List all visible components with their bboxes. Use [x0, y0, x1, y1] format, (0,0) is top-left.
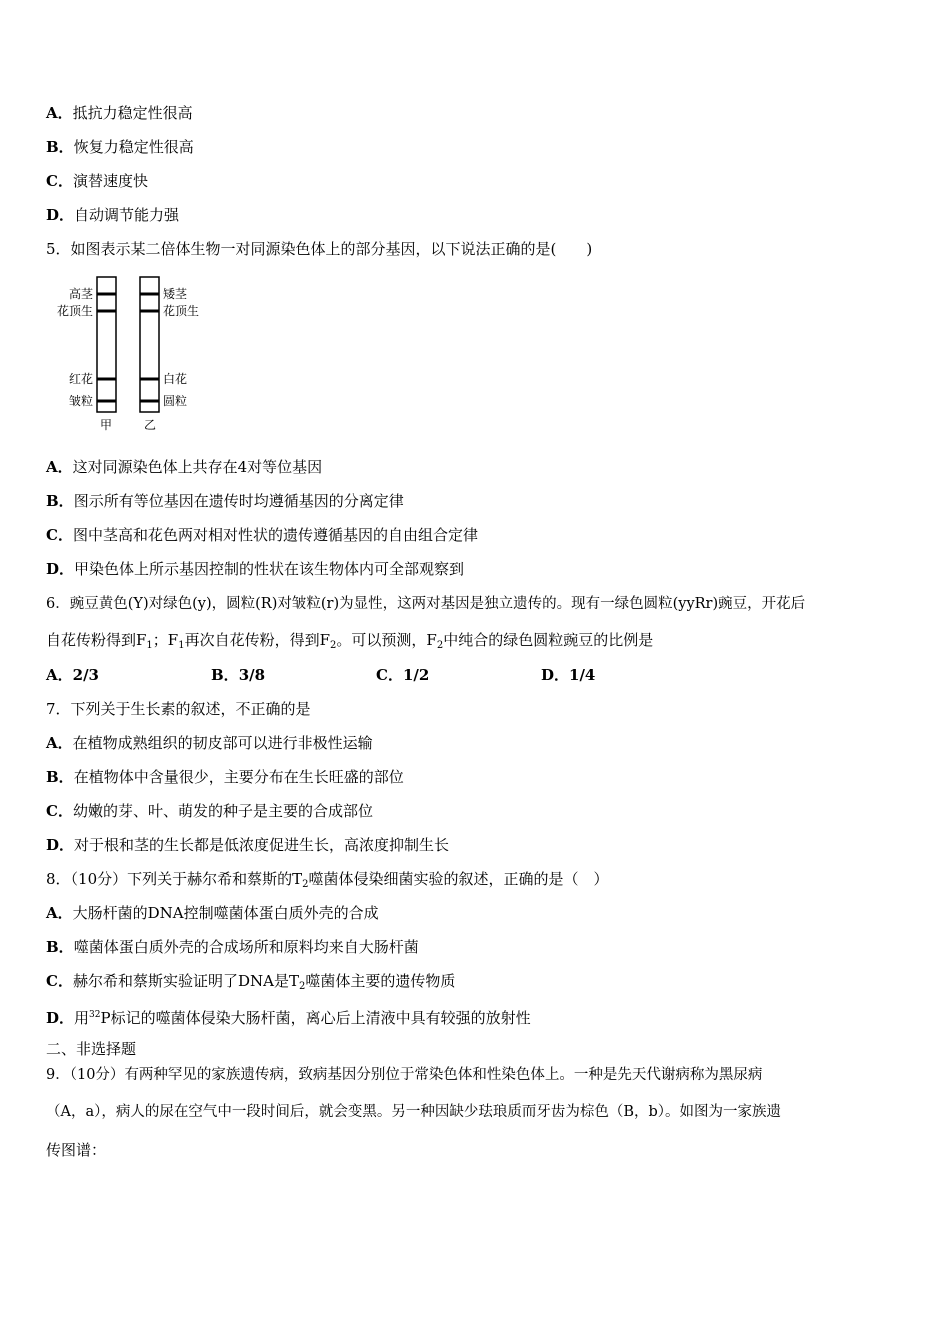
q8-stem: 8．（10分）下列关于赫尔希和蔡斯的$T_2$噬菌体侵染细菌实验的叙述，正确的是（ ） [46, 870, 609, 890]
q7-option-a: A．在植物成熟组织的韧皮部可以进行非极性运输 [46, 734, 373, 752]
q6-stem-line1: 6．豌豆黄色(Y)对绿色(y)，圆粒(R)对皱粒(r)为显性，这两对基因是独立遗传的。现有一绿色圆粒(yyRr)豌豆，开花后 [46, 596, 806, 612]
gene-label-right: 矮茎 [163, 287, 188, 301]
chromosome-figure [50, 273, 220, 438]
q5-option-d: D．甲染色体上所示基因控制的性状在该生物体内可全部观察到 [46, 560, 465, 578]
q4-option-a: A．抵抗力稳定性很高 [46, 104, 193, 122]
q9-stem-line1: 9．（10分）有两种罕见的家族遗传病，致病基因分别位于常染色体和性染色体上。一种是先天代谢病称为黑尿病 [46, 1067, 763, 1083]
q4-option-d: D．自动调节能力强 [46, 206, 180, 224]
q6-option-a: A．2/3 [46, 666, 99, 684]
chromosome-name-yi: 乙 [143, 418, 157, 432]
gene-label-right: 圆粒 [163, 394, 188, 408]
q6-stem-line2: 自花传粉得到$F_1$；$F_1$再次自花传粉，得到$F_2$。可以预测，$F_2$中纯合的绿色圆粒豌豆的比例是 [46, 631, 654, 651]
chromosome-name-jia: 甲 [99, 418, 113, 432]
section-heading: 二、非选择题 [46, 1040, 137, 1058]
q5-stem: 5．如图表示某二倍体生物一对同源染色体上的部分基因，以下说法正确的是( ) [46, 240, 593, 258]
q8-option-a: A．大肠杆菌的DNA控制噬菌体蛋白质外壳的合成 [46, 904, 379, 922]
q8-option-d: D．用$^{32}$P标记的噬菌体侵染大肠杆菌，离心后上清液中具有较强的放射性 [46, 1009, 531, 1027]
q5-option-b: B．图示所有等位基因在遗传时均遵循基因的分离定律 [46, 492, 404, 510]
chromosome-yi [140, 277, 159, 412]
q9-stem-line3: 传图谱： [46, 1141, 107, 1159]
chromosome-jia [97, 277, 116, 412]
q5-option-a: A．这对同源染色体上共存在4对等位基因 [46, 458, 323, 476]
q7-option-b: B．在植物体中含量很少，主要分布在生长旺盛的部位 [46, 768, 404, 786]
gene-label-left: 皱粒 [68, 394, 93, 408]
q8-option-c: C．赫尔希和蔡斯实验证明了DNA是$T_2$噬菌体主要的遗传物质 [46, 972, 456, 992]
q6-option-c: C．1/2 [376, 666, 430, 684]
q6-options [46, 665, 706, 685]
q6-option-d: D．1/4 [541, 666, 596, 684]
gene-label-right: 花顶生 [163, 304, 200, 318]
q7-stem: 7．下列关于生长素的叙述，不正确的是 [46, 700, 311, 718]
gene-label-left: 红花 [68, 372, 93, 386]
gene-label-left: 高茎 [68, 287, 93, 301]
q5-option-c: C．图中茎高和花色两对相对性状的遗传遵循基因的自由组合定律 [46, 526, 478, 544]
q7-option-d: D．对于根和茎的生长都是低浓度促进生长，高浓度抑制生长 [46, 836, 450, 854]
q8-option-b: B．噬菌体蛋白质外壳的合成场所和原料均来自大肠杆菌 [46, 938, 419, 956]
gene-label-right: 白花 [163, 372, 188, 386]
q6-option-b: B．3/8 [211, 666, 266, 684]
q4-option-c: C．演替速度快 [46, 172, 148, 190]
q7-option-c: C．幼嫩的芽、叶、萌发的种子是主要的合成部位 [46, 802, 373, 820]
q9-stem-line2: （A，a），病人的尿在空气中一段时间后，就会变黑。另一种因缺少珐琅质而牙齿为棕色（B，b）。如图为一家族遗 [46, 1104, 782, 1120]
q4-option-b: B．恢复力稳定性很高 [46, 138, 194, 156]
gene-label-left: 花顶生 [56, 304, 93, 318]
